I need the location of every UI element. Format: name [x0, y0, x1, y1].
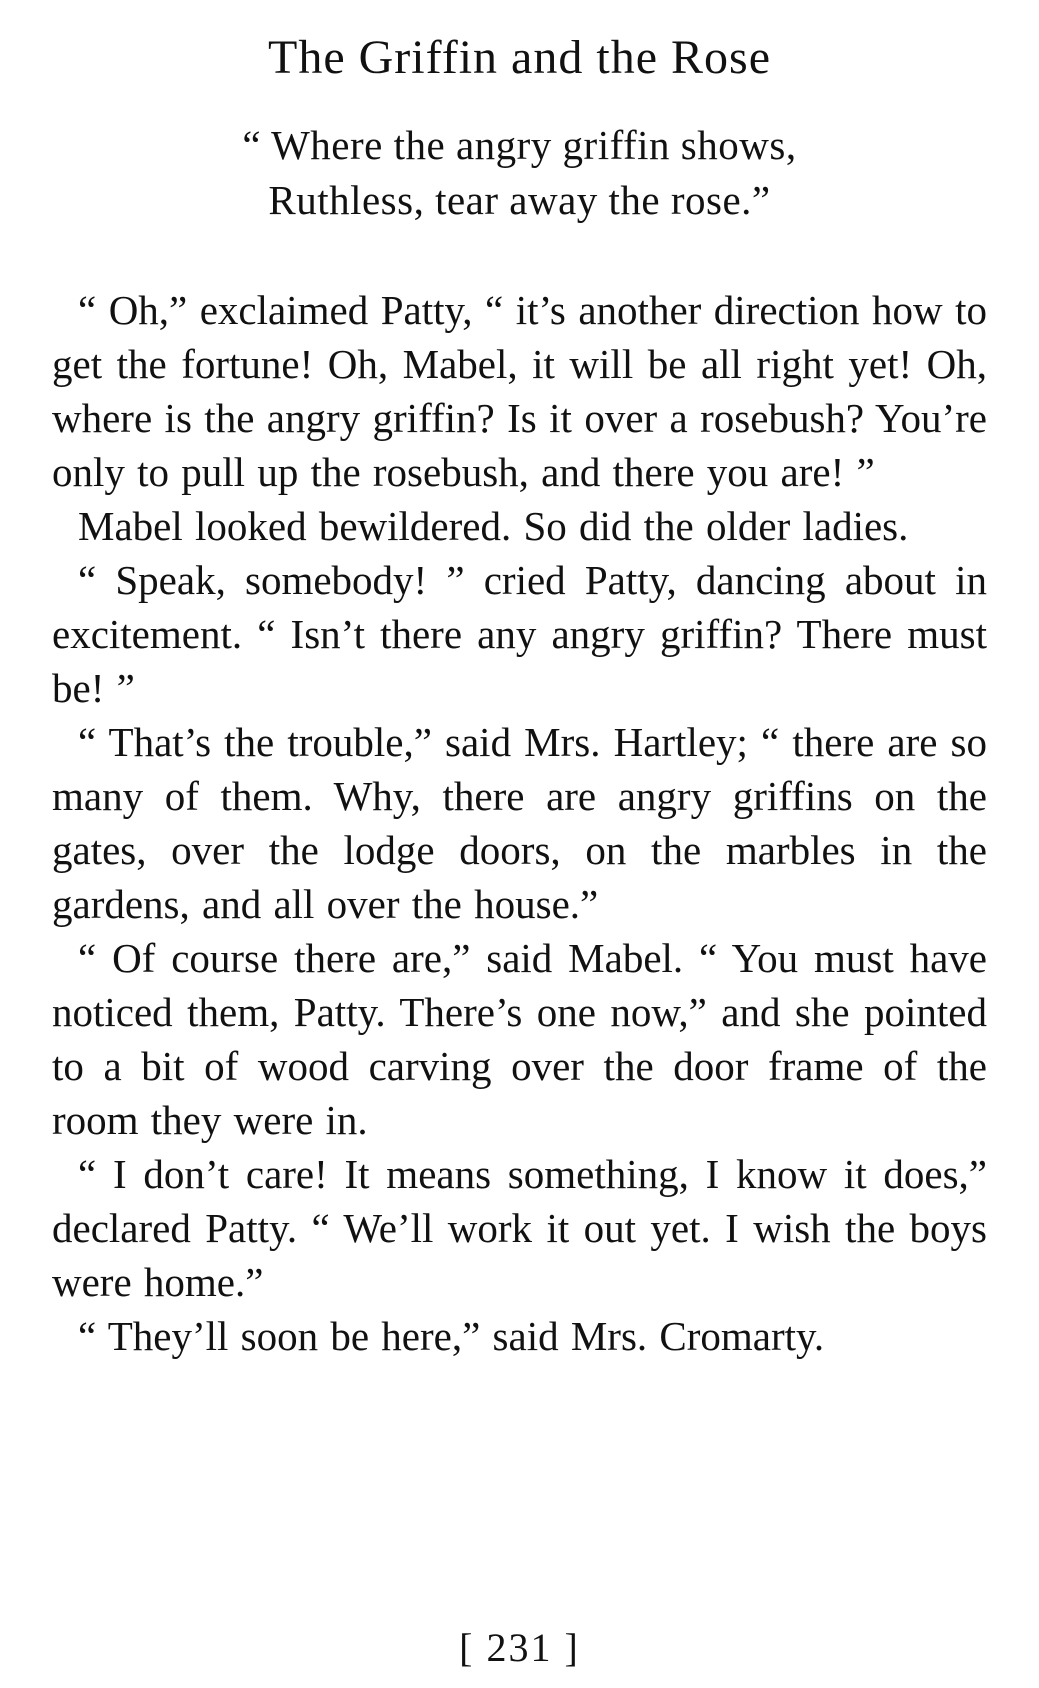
- verse-line-2: Ruthless, tear away the rose.”: [268, 177, 771, 223]
- paragraph-2: Mabel looked bewildered. So did the older ladies.: [78, 503, 909, 549]
- book-page: [52, 0, 987, 1688]
- verse-line-1: “ Where the angry griffin shows,: [242, 122, 797, 168]
- paragraph-6: “ I don’t care! It means something, I know it does,” declared Patty. “ We’ll work it out yet. I wish the boys were home.”: [52, 1151, 987, 1305]
- paragraph-1: “ Oh,” exclaimed Patty, “ it’s another direction how to get the fortune! Oh, Mabel, it will be all right yet! Oh, where is the angry griffin? Is it over a rosebush? You’re only to pull up the rosebush, and there you are! ”: [52, 287, 987, 495]
- paragraph-5: “ Of course there are,” said Mabel. “ You must have noticed them, Patty. There’s one now,” and she pointed to a bit of wood carving over the door frame of the room they were in.: [52, 935, 987, 1143]
- page-number: [ 231 ]: [459, 1625, 580, 1670]
- paragraph-3: “ Speak, somebody! ” cried Patty, dancing about in excitement. “ Isn’t there any angry griffin? There must be! ”: [52, 557, 987, 711]
- paragraph-7: “ They’ll soon be here,” said Mrs. Cromarty.: [78, 1313, 825, 1359]
- body-text: [52, 283, 987, 1363]
- paragraph-4: “ That’s the trouble,” said Mrs. Hartley; “ there are so many of them. Why, there are angry griffins on the gates, over the lodge doors, on the marbles in the gardens, and all over the house.”: [52, 719, 987, 927]
- epigraph-verse: [52, 118, 987, 228]
- chapter-title: The Griffin and the Rose: [268, 31, 771, 84]
